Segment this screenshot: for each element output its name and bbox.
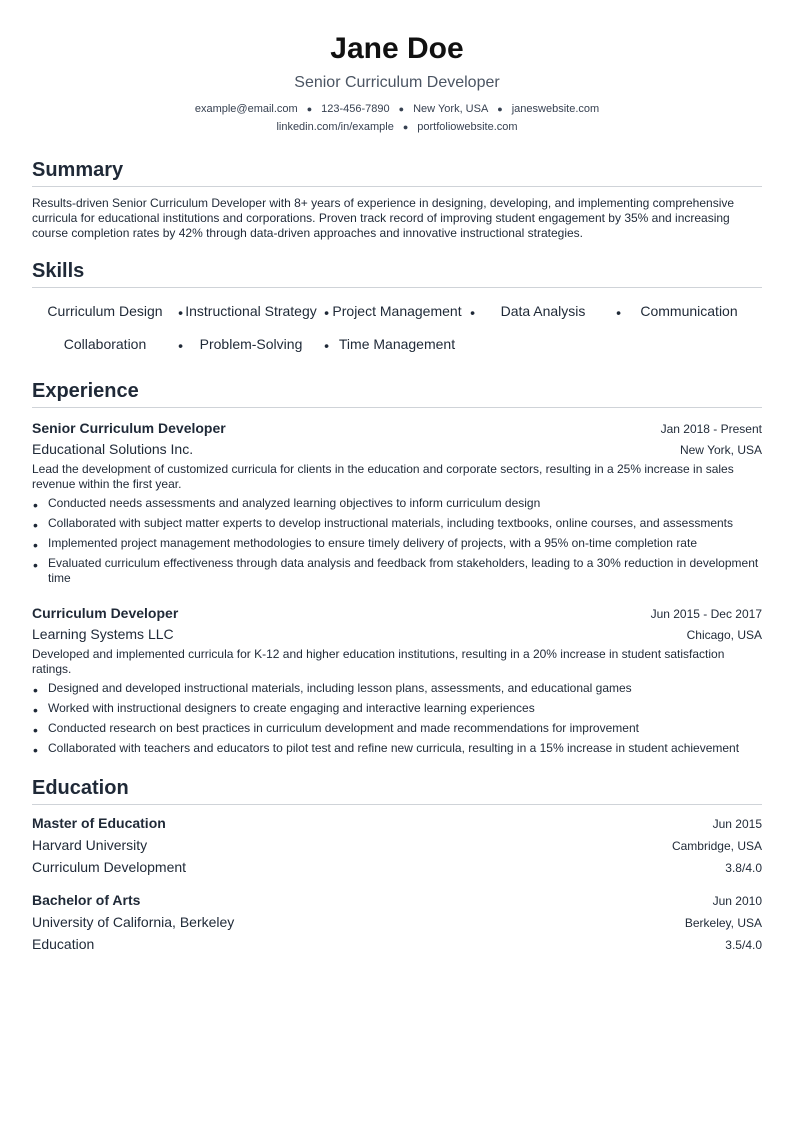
job-entry <box>32 604 762 756</box>
job-location: Chicago, USA <box>686 628 762 642</box>
edu-school-row <box>32 912 762 934</box>
summary-heading: Summary <box>32 158 762 187</box>
job-bullet: • Evaluated curriculum effectiveness through data analysis and feedback from stakeholders, leading to a 30% reduction in development time <box>32 556 762 586</box>
skill-item: Problem-Solving • <box>178 330 324 359</box>
job-entry <box>32 419 762 586</box>
edu-school-row <box>32 835 762 857</box>
skill-item: Data Analysis • <box>470 297 616 326</box>
job-title: Curriculum Developer <box>32 605 179 621</box>
job-company-row <box>32 624 762 645</box>
resume-header <box>32 0 762 136</box>
contact-info <box>32 100 762 136</box>
edu-degree-row <box>32 891 762 912</box>
job-company: Learning Systems LLC <box>32 626 174 642</box>
job-bullet: • Collaborated with teachers and educators to pilot test and refine new curricula, resulting in a 15% increase in student achievement <box>32 741 762 756</box>
separator-dot: ● <box>402 122 409 132</box>
edu-school: Harvard University <box>32 837 148 853</box>
location-text: New York, USA <box>413 103 489 115</box>
skill-item: Time Management <box>338 336 456 352</box>
skills-section <box>32 259 762 359</box>
linkedin-link[interactable]: linkedin.com/in/example <box>276 121 394 133</box>
edu-degree-row <box>32 814 762 835</box>
edu-date: Jun 2010 <box>712 894 762 908</box>
candidate-name: Jane Doe <box>330 32 464 65</box>
website-link[interactable]: janeswebsite.com <box>511 103 600 115</box>
separator-dot: ● <box>497 104 503 114</box>
edu-location: Berkeley, USA <box>684 916 762 930</box>
edu-date: Jun 2015 <box>712 817 762 831</box>
education-entry <box>32 814 762 879</box>
skill-item: Communication <box>640 303 738 319</box>
skills-heading: Skills <box>32 259 762 288</box>
skills-list <box>32 297 762 359</box>
job-description: Lead the development of customized curricula for clients in the education and corporate sectors, resulting in a 25% increase in sales revenue within the first year. <box>32 462 734 491</box>
phone-text: 123-456-7890 <box>321 103 390 115</box>
job-header-row <box>32 419 762 439</box>
job-bullets <box>32 496 762 586</box>
email-link[interactable]: example@email.com <box>194 103 298 115</box>
portfolio-link[interactable]: portfoliowebsite.com <box>417 121 518 133</box>
edu-field-row <box>32 934 762 956</box>
job-company: Educational Solutions Inc. <box>32 441 194 457</box>
job-date: Jun 2015 - Dec 2017 <box>650 607 762 621</box>
edu-field: Education <box>32 936 95 952</box>
edu-location: Cambridge, USA <box>671 839 762 853</box>
experience-heading: Experience <box>32 379 762 408</box>
job-bullets <box>32 681 762 756</box>
edu-school: University of California, Berkeley <box>32 914 235 930</box>
education-entry <box>32 891 762 956</box>
skill-item: Project Management • <box>324 297 470 326</box>
job-bullet: • Implemented project management methodologies to ensure timely delivery of projects, with a 95% on-time completion rate <box>32 536 762 551</box>
contact-line-1 <box>32 100 762 118</box>
experience-section <box>32 379 762 756</box>
job-description: Developed and implemented curricula for K-12 and higher education institutions, resulting in a 20% increase in student satisfaction ratings. <box>32 647 725 676</box>
job-bullet: • Collaborated with subject matter experts to develop instructional materials, including textbooks, online courses, and assessments <box>32 516 762 531</box>
separator-dot: ● <box>398 104 405 114</box>
job-date: Jan 2018 - Present <box>660 422 762 436</box>
edu-gpa: 3.5/4.0 <box>725 938 762 952</box>
contact-line-2 <box>32 118 762 136</box>
education-heading: Education <box>32 776 762 805</box>
job-bullet: • Conducted needs assessments and analyzed learning objectives to inform curriculum design <box>32 496 762 511</box>
skill-item: Instructional Strategy • <box>178 297 324 326</box>
education-section <box>32 776 762 956</box>
job-bullet: • Conducted research on best practices in curriculum development and made recommendations for improvement <box>32 721 762 736</box>
edu-field-row <box>32 857 762 879</box>
edu-degree: Master of Education <box>32 815 166 831</box>
job-header-row <box>32 604 762 624</box>
skill-item: Curriculum Design • <box>32 297 178 326</box>
edu-gpa: 3.8/4.0 <box>725 861 762 875</box>
job-bullet: • Worked with instructional designers to create engaging and interactive learning experiences <box>32 701 762 716</box>
skill-item: Collaboration • <box>32 330 178 359</box>
summary-section <box>32 158 762 241</box>
edu-degree: Bachelor of Arts <box>32 892 141 908</box>
job-company-row <box>32 439 762 460</box>
job-bullet: • Designed and developed instructional materials, including lesson plans, assessments, and educational games <box>32 681 762 696</box>
candidate-title: Senior Curriculum Developer <box>294 74 500 91</box>
separator-dot: ● <box>306 104 313 114</box>
job-title: Senior Curriculum Developer <box>32 420 226 436</box>
edu-field: Curriculum Development <box>32 859 187 875</box>
summary-text: Results-driven Senior Curriculum Developer with 8+ years of experience in designing, developing, and implementing comprehensive curricula for educational institutions and corporations. Proven track record of improving student engagement by 35% and increasing course completion rates by 42% through data-driven approaches and innovative instructional strategies. <box>32 196 735 240</box>
job-location: New York, USA <box>679 443 762 457</box>
